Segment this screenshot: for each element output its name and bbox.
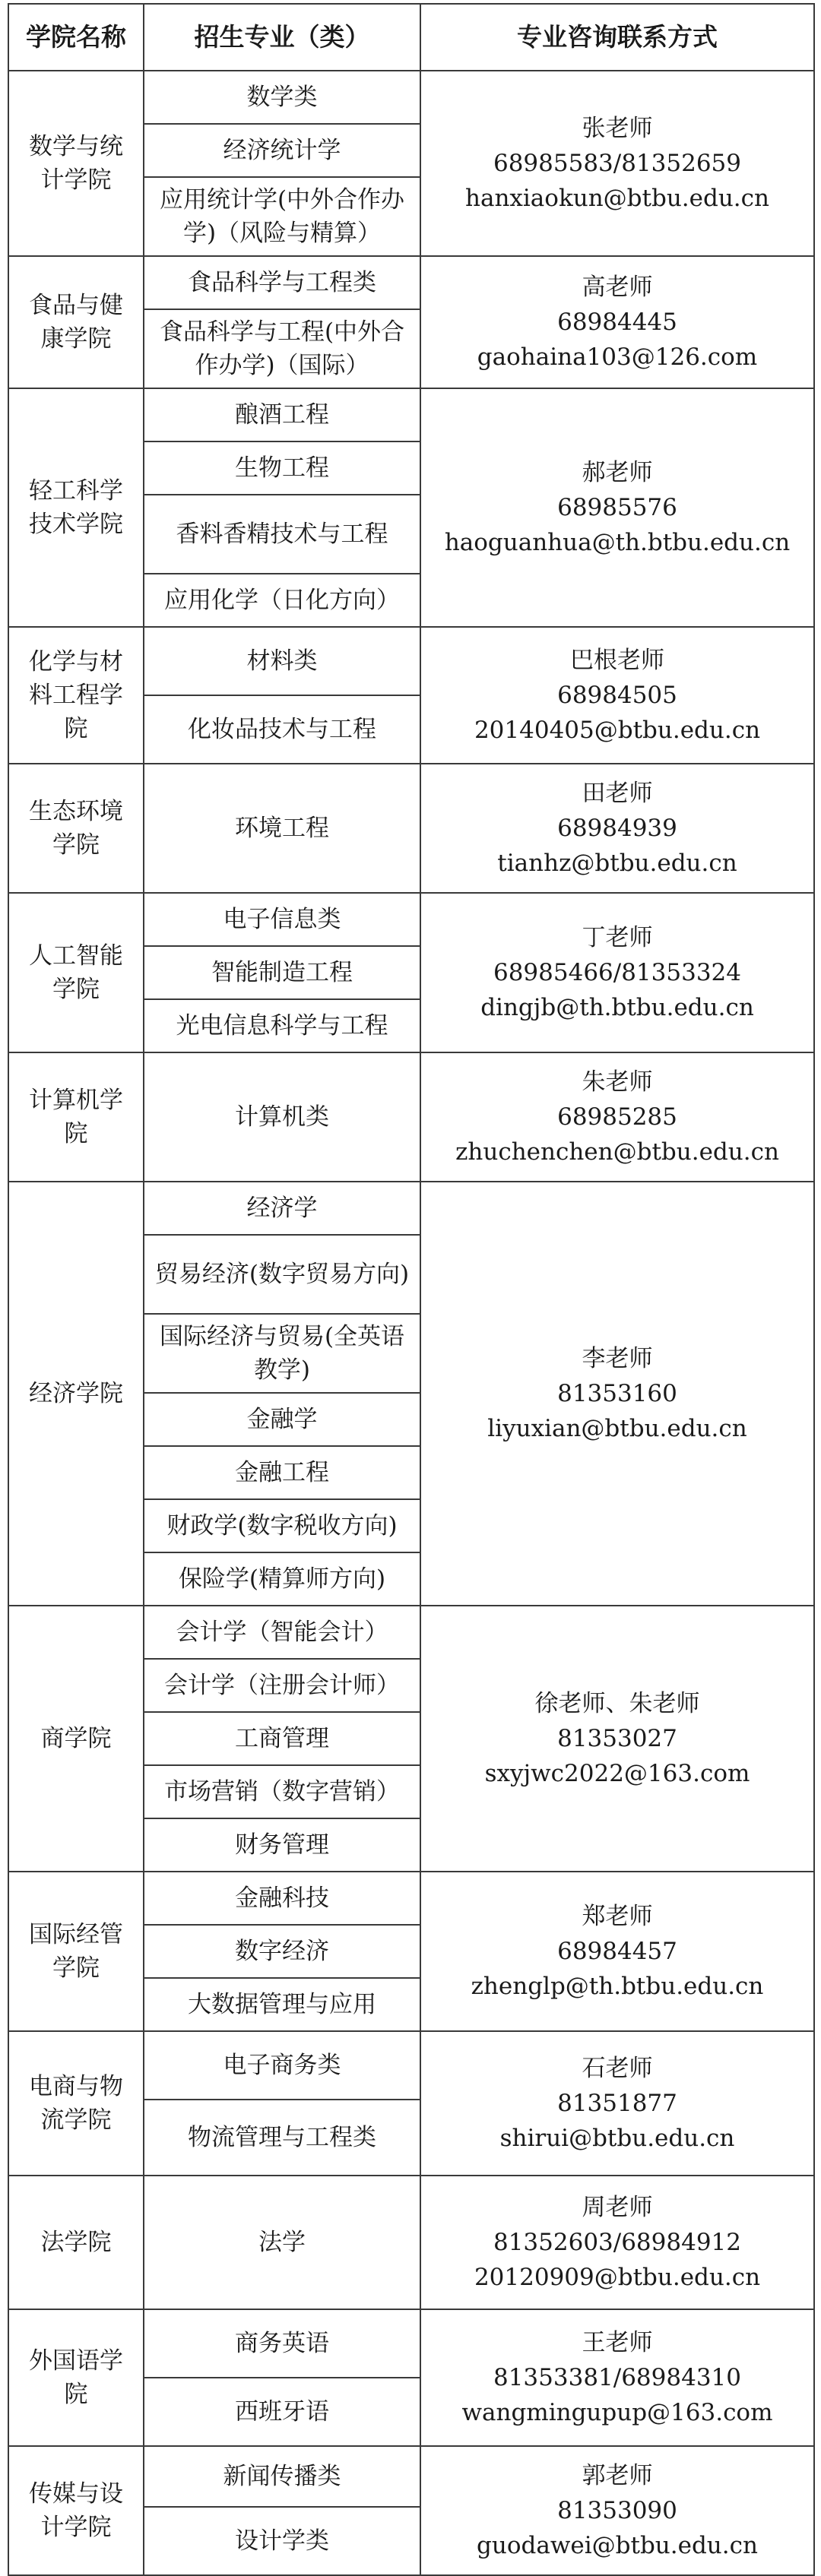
major-cell: 商务英语 (144, 2309, 420, 2378)
major-cell: 会计学（智能会计） (144, 1606, 420, 1659)
contact-phone: 81353027 (557, 1725, 677, 1752)
contact-cell (420, 627, 814, 764)
table-row (8, 1052, 814, 1182)
contact-teacher: 田老师 (582, 780, 653, 807)
contact-teacher: 王老师 (582, 2329, 653, 2356)
contact-email: guodawei@btbu.edu.cn (477, 2532, 758, 2559)
table-row (8, 2176, 814, 2309)
contact-cell (420, 2446, 814, 2575)
major-cell: 生物工程 (144, 441, 420, 495)
contact-teacher: 巴根老师 (570, 647, 664, 674)
major-cell: 金融工程 (144, 1446, 420, 1499)
contact-teacher: 石老师 (582, 2055, 653, 2082)
header-row (8, 4, 814, 71)
major-cell: 新闻传播类 (144, 2446, 420, 2507)
major-cell: 应用化学（日化方向） (144, 574, 420, 627)
contact-email: haoguanhua@th.btbu.edu.cn (444, 529, 791, 556)
header-contact: 专业咨询联系方式 (420, 4, 814, 71)
contact-phone: 68984505 (557, 682, 677, 709)
header-college: 学院名称 (8, 4, 144, 71)
college-name-cell: 国际经管学院 (8, 1872, 144, 2031)
major-cell: 大数据管理与应用 (144, 1978, 420, 2031)
major-cell: 经济学 (144, 1182, 420, 1235)
contact-cell (420, 256, 814, 388)
contact-teacher: 高老师 (582, 274, 653, 301)
major-cell: 香料香精技术与工程 (144, 495, 420, 574)
table-row (8, 1182, 814, 1235)
college-name-cell: 食品与健康学院 (8, 256, 144, 388)
table-row (8, 627, 814, 695)
college-name-cell: 商学院 (8, 1606, 144, 1872)
header-major: 招生专业（类） (144, 4, 420, 71)
college-name-cell: 轻工科学技术学院 (8, 388, 144, 627)
college-name-cell: 法学院 (8, 2176, 144, 2309)
contact-cell (420, 764, 814, 893)
contact-teacher: 徐老师、朱老师 (534, 1690, 700, 1717)
major-cell: 材料类 (144, 627, 420, 695)
table-row (8, 764, 814, 893)
contact-phone: 68984445 (557, 309, 677, 336)
contact-teacher: 周老师 (582, 2194, 653, 2221)
contact-email: zhuchenchen@btbu.edu.cn (455, 1138, 779, 1166)
table-row (8, 893, 814, 946)
major-cell: 电子信息类 (144, 893, 420, 946)
major-cell: 财务管理 (144, 1818, 420, 1872)
major-cell: 酿酒工程 (144, 388, 420, 441)
table-row (8, 2309, 814, 2378)
contact-cell (420, 2176, 814, 2309)
table-body (8, 71, 814, 2575)
contact-phone: 81353090 (557, 2497, 677, 2524)
college-name-cell: 经济学院 (8, 1182, 144, 1606)
contact-email: hanxiaokun@btbu.edu.cn (465, 185, 769, 212)
contact-email: dingjb@th.btbu.edu.cn (480, 994, 754, 1021)
college-name-cell: 生态环境学院 (8, 764, 144, 893)
contact-email: 20120909@btbu.edu.cn (474, 2264, 761, 2291)
major-cell: 市场营销（数字营销） (144, 1765, 420, 1818)
contact-cell (420, 893, 814, 1052)
contact-phone: 68984457 (557, 1938, 677, 1965)
contact-teacher: 张老师 (582, 115, 653, 142)
contact-teacher: 郭老师 (582, 2462, 653, 2489)
major-cell: 物流管理与工程类 (144, 2100, 420, 2176)
contact-email: 20140405@btbu.edu.cn (474, 717, 761, 744)
contact-phone: 68985576 (557, 494, 677, 521)
major-cell: 电子商务类 (144, 2031, 420, 2100)
major-cell: 金融学 (144, 1393, 420, 1446)
major-cell: 光电信息科学与工程 (144, 999, 420, 1052)
table-row (8, 2031, 814, 2100)
college-name-cell: 数学与统计学院 (8, 71, 144, 256)
major-cell: 设计学类 (144, 2507, 420, 2575)
major-cell: 保险学(精算师方向) (144, 1552, 420, 1606)
contact-teacher: 丁老师 (582, 924, 653, 951)
contact-cell (420, 2031, 814, 2176)
college-name-cell: 外国语学院 (8, 2309, 144, 2446)
contact-phone: 68985466/81353324 (493, 959, 741, 986)
table-row (8, 1872, 814, 1925)
contact-email: zhenglp@th.btbu.edu.cn (471, 1973, 764, 2000)
contact-cell (420, 1606, 814, 1872)
contact-phone: 81353381/68984310 (493, 2364, 741, 2391)
major-cell: 数字经济 (144, 1925, 420, 1978)
table-row (8, 388, 814, 441)
major-cell: 经济统计学 (144, 124, 420, 177)
contact-teacher: 李老师 (582, 1345, 653, 1372)
contact-email: sxyjwc2022@163.com (484, 1760, 750, 1787)
college-name-cell: 计算机学院 (8, 1052, 144, 1182)
admissions-table (8, 3, 815, 2576)
contact-cell (420, 1182, 814, 1606)
contact-teacher: 郝老师 (582, 459, 653, 486)
contact-email: wangmingupup@163.com (461, 2399, 773, 2426)
contact-email: liyuxian@btbu.edu.cn (487, 1415, 747, 1442)
table-row (8, 256, 814, 309)
contact-phone: 81352603/68984912 (493, 2229, 741, 2256)
contact-phone: 81353160 (557, 1380, 677, 1407)
major-cell: 食品科学与工程(中外合作办学)（国际） (144, 309, 420, 388)
contact-phone: 81351877 (557, 2090, 677, 2117)
major-cell: 财政学(数字税收方向) (144, 1499, 420, 1552)
major-cell: 计算机类 (144, 1052, 420, 1182)
major-cell: 食品科学与工程类 (144, 256, 420, 309)
contact-cell (420, 388, 814, 627)
major-cell: 应用统计学(中外合作办学)（风险与精算） (144, 177, 420, 256)
contact-email: tianhz@btbu.edu.cn (497, 850, 737, 877)
contact-email: shirui@btbu.edu.cn (499, 2125, 735, 2152)
contact-phone: 68985583/81352659 (493, 150, 741, 177)
major-cell: 西班牙语 (144, 2378, 420, 2446)
table-row (8, 1606, 814, 1659)
major-cell: 贸易经济(数字贸易方向) (144, 1235, 420, 1314)
contact-phone: 68985285 (557, 1103, 677, 1131)
major-cell: 环境工程 (144, 764, 420, 893)
college-name-cell: 化学与材料工程学院 (8, 627, 144, 764)
major-cell: 国际经济与贸易(全英语教学) (144, 1314, 420, 1393)
contact-cell (420, 71, 814, 256)
major-cell: 化妆品技术与工程 (144, 695, 420, 764)
college-name-cell: 传媒与设计学院 (8, 2446, 144, 2575)
contact-phone: 68984939 (557, 815, 677, 842)
major-cell: 金融科技 (144, 1872, 420, 1925)
college-name-cell: 电商与物流学院 (8, 2031, 144, 2176)
contact-cell (420, 1872, 814, 2031)
major-cell: 数学类 (144, 71, 420, 124)
table-row (8, 71, 814, 124)
major-cell: 会计学（注册会计师） (144, 1659, 420, 1712)
college-name-cell: 人工智能学院 (8, 893, 144, 1052)
contact-email: gaohaina103@126.com (477, 343, 758, 371)
major-cell: 法学 (144, 2176, 420, 2309)
table-row (8, 2446, 814, 2507)
contact-teacher: 郑老师 (582, 1903, 653, 1930)
contact-teacher: 朱老师 (582, 1068, 653, 1096)
contact-cell (420, 2309, 814, 2446)
contact-cell (420, 1052, 814, 1182)
major-cell: 智能制造工程 (144, 946, 420, 999)
major-cell: 工商管理 (144, 1712, 420, 1765)
